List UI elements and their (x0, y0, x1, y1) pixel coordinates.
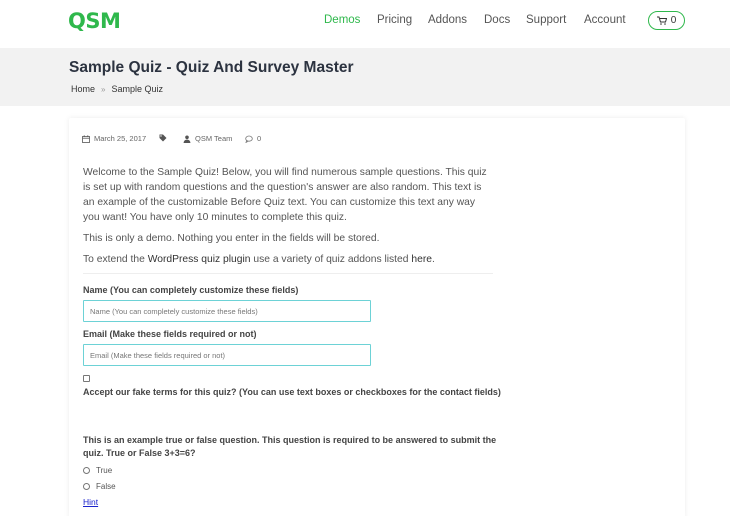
option-false[interactable] (83, 482, 116, 491)
cart-button[interactable] (648, 11, 685, 30)
comment-icon (245, 135, 253, 143)
email-input[interactable] (83, 344, 371, 366)
qsm-logo[interactable] (68, 9, 120, 33)
true-label: True (96, 466, 113, 475)
post-comments[interactable] (245, 134, 261, 143)
false-radio[interactable] (83, 483, 90, 490)
accept-terms-checkbox[interactable] (83, 375, 90, 382)
post-author-text: QSM Team (195, 134, 233, 143)
calendar-icon (82, 135, 90, 143)
extend-paragraph (83, 252, 493, 267)
page-title-band (0, 48, 730, 106)
nav-demos[interactable]: Demos (324, 14, 361, 26)
post-tags[interactable] (159, 134, 167, 142)
section-divider (83, 273, 493, 274)
tags-icon (159, 134, 167, 142)
demo-notice: This is only a demo. Nothing you enter in the fields will be stored. (83, 233, 380, 244)
breadcrumb-current: Sample Quiz (111, 84, 163, 94)
addons-here-link[interactable]: here (411, 254, 432, 265)
post-comments-count: 0 (257, 134, 262, 143)
email-field-label: Email (Make these fields required or not) (83, 329, 257, 339)
breadcrumb-separator: » (101, 84, 106, 94)
page-title: Sample Quiz - Quiz And Survey Master (69, 59, 354, 76)
post-date-text: March 25, 2017 (94, 134, 147, 143)
false-label: False (96, 482, 116, 491)
name-field-label: Name (You can completely customize these fields) (83, 285, 299, 295)
nav-support[interactable]: Support (526, 14, 567, 26)
breadcrumb (71, 84, 163, 94)
accept-terms-label: Accept our fake terms for this quiz? (You can use text boxes or checkboxes for the contact fields) (83, 387, 501, 397)
cart-icon (657, 16, 667, 25)
post-author[interactable] (183, 134, 232, 143)
nav-docs[interactable]: Docs (484, 14, 511, 26)
nav-addons[interactable]: Addons (428, 14, 468, 26)
nav-account[interactable]: Account (584, 14, 626, 26)
site-header (0, 0, 730, 48)
user-icon (183, 135, 191, 143)
breadcrumb-home[interactable]: Home (71, 84, 96, 94)
hint-link[interactable]: Hint (83, 497, 99, 507)
option-true[interactable] (83, 466, 112, 475)
nav-pricing[interactable]: Pricing (377, 14, 413, 26)
quiz-intro (83, 165, 493, 273)
wordpress-quiz-plugin-link[interactable]: WordPress quiz plugin (147, 254, 251, 265)
true-radio[interactable] (83, 467, 90, 474)
post-date (82, 134, 146, 143)
true-false-question: This is an example true or false question. This question is required to be answered to submit the quiz. True or False 3+3=6? (83, 435, 497, 458)
logo-text: QSM (68, 9, 121, 33)
intro-paragraph: Welcome to the Sample Quiz! Below, you will find numerous sample questions. This quiz is set up with random questions and the question's answer are also random. This text is an example of the customizable Before Quiz text. You can customize this text any way you want! You have only 10 minutes to complete this quiz. (83, 167, 487, 223)
extend-text-after: . (431, 254, 435, 265)
quiz-card (69, 118, 685, 516)
extend-text-before: To extend the (83, 254, 148, 265)
name-input[interactable] (83, 300, 371, 322)
extend-text-middle: use a variety of quiz addons listed (250, 254, 412, 265)
cart-count: 0 (670, 15, 677, 26)
